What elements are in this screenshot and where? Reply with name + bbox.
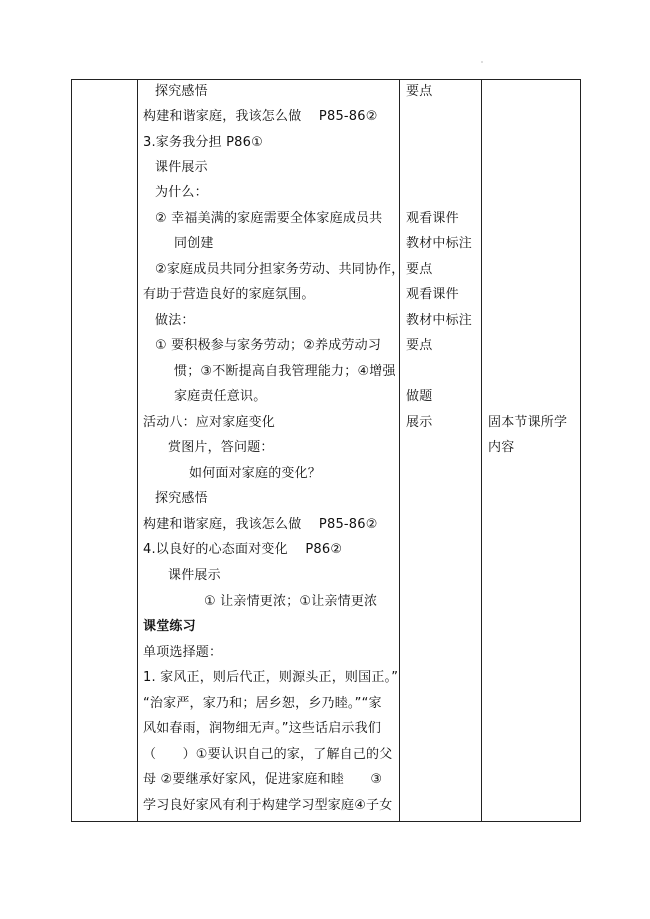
text-line: 为什么： — [155, 185, 208, 200]
text-line: 单项选择题： — [143, 645, 223, 660]
table-border-bottom — [71, 821, 581, 822]
text-line: 做法： — [155, 313, 195, 328]
text-line: 展示 — [406, 415, 433, 430]
text-line: 观看课件 — [406, 211, 459, 226]
text-line: 要点 — [406, 84, 433, 99]
scan-dot — [481, 61, 483, 63]
text-line: 要点 — [406, 262, 433, 277]
text-line: 课件展示 — [168, 568, 221, 583]
text-line: 构建和谐家庭，我该怎么做 P85-86② — [143, 517, 378, 532]
text-line: 观看课件 — [406, 287, 459, 302]
text-line: 探究感悟 — [155, 491, 208, 506]
text-line: 探究感悟 — [155, 84, 208, 99]
text-line: 母 ②要继承好家风，促进家庭和睦 ③ — [143, 772, 383, 787]
text-line: 1. 家风正，则后代正，则源头正，则国正。” — [143, 670, 399, 685]
table-border-right — [580, 79, 581, 822]
text-line: 活动八：应对家庭变化 — [143, 415, 276, 430]
text-line: 3.家务我分担 P86① — [143, 135, 263, 150]
text-line: 同创建 — [174, 236, 214, 251]
table-divider-2 — [399, 79, 400, 822]
table-divider-3 — [481, 79, 482, 822]
text-line: 要点 — [406, 338, 433, 353]
text-line: 教材中标注 — [406, 236, 473, 251]
section-heading: 课堂练习 — [143, 619, 196, 634]
text-line: 固本节课所学 — [488, 415, 568, 430]
table-divider-1 — [137, 79, 138, 822]
text-line: 教材中标注 — [406, 313, 473, 328]
text-line: ① 要积极参与家务劳动；②养成劳动习 — [155, 338, 382, 353]
text-line: 家庭责任意识。 — [174, 389, 267, 404]
text-line: 有助于营造良好的家庭氛围。 — [143, 287, 315, 302]
text-line: 4.以良好的心态面对变化 P86② — [143, 542, 343, 557]
text-line: 构建和谐家庭，我该怎么做 P85-86② — [143, 109, 378, 124]
table-border-top — [71, 79, 581, 80]
text-line: 惯；③不断提高自我管理能力；④增强 — [174, 364, 396, 379]
text-line: ① 让亲情更浓；①让亲情更浓 — [204, 594, 378, 609]
text-line: “治家严，家乃和；居乡恕，乡乃睦。”“家 — [143, 696, 382, 711]
table-border-left — [71, 79, 72, 822]
text-line: 课件展示 — [155, 160, 208, 175]
text-line: ② 幸福美满的家庭需要全体家庭成员共 — [155, 211, 383, 226]
text-line: 学习良好家风有利于构建学习型家庭④子女 — [143, 798, 393, 813]
text-line: 风如春雨，润物细无声。”这些话启示我们 — [143, 721, 382, 736]
text-line: 赏图片，答问题： — [168, 440, 274, 455]
text-line: 做题 — [406, 389, 433, 404]
text-line: ②家庭成员共同分担家务劳动、共同协作， — [155, 262, 405, 277]
text-line: 内容 — [488, 440, 515, 455]
text-line: （ ）①要认识自己的家，了解自己的父 — [143, 747, 393, 762]
text-line: 如何面对家庭的变化？ — [189, 466, 322, 481]
